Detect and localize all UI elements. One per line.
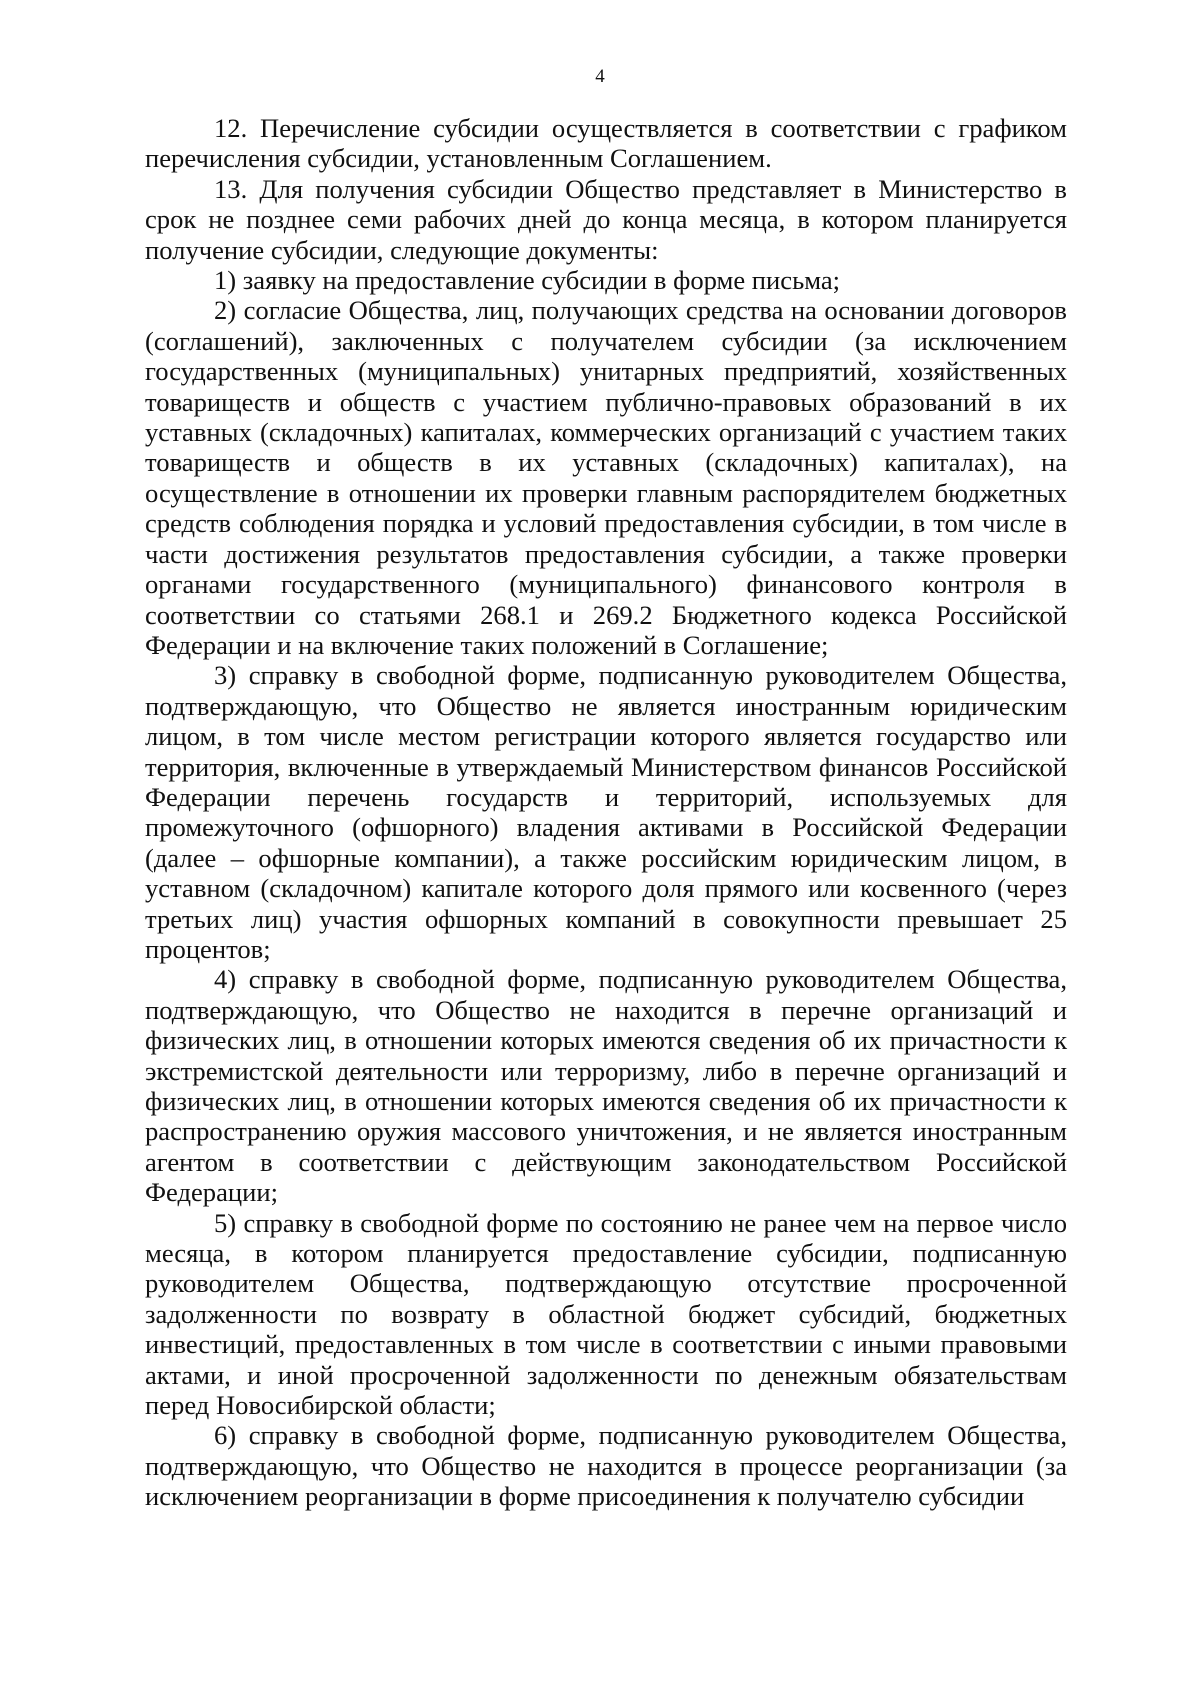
list-item-2: 2) согласие Общества, лиц, получающих средства на основании договоров (соглашений), заключенных с получателем субсидии (за исключением государственных (муниципальных) унитарных предприятий, хозяйственных товариществ и обществ с участием публично-правовых образований в их уставных (складочных) капиталах, коммерческих организаций с участием таких товариществ и обществ в их уставных (складочных) капиталах), на осуществление в отношении их проверки главным распорядителем бюджетных средств соблюдения порядка и условий предоставления субсидии, в том числе в части достижения результатов предоставления субсидии, а также проверки органами государственного (муниципального) финансового контроля в соответствии со статьями 268.1 и 269.2 Бюджетного кодекса Российской Федерации и на включение таких положений в Соглашение;: [145, 295, 1067, 660]
document-body: [145, 113, 1067, 1512]
page-number: 4: [595, 66, 605, 87]
list-item-6: 6) справку в свободной форме, подписанную руководителем Общества, подтверждающую, что Общество не находится в процессе реорганизации (за исключением реорганизации в форме присоединения к получателю субсидии: [145, 1420, 1067, 1512]
list-item-3: 3) справку в свободной форме, подписанную руководителем Общества, подтверждающую, что Общество не является иностранным юридическим лицом, в том числе местом регистрации которого является государство или территория, включенные в утверждаемый Министерством финансов Российской Федерации перечень государств и территорий, используемых для промежуточного (офшорного) владения активами в Российской Федерации (далее – офшорные компании), а также российским юридическим лицом, в уставном (складочном) капитале которого доля прямого или косвенного (через третьих лиц) участия офшорных компаний в совокупности превышает 25 процентов;: [145, 660, 1067, 964]
list-item-1: 1) заявку на предоставление субсидии в форме письма;: [214, 265, 841, 296]
paragraph-12: 12. Перечисление субсидии осуществляется в соответствии с графиком перечисления субсидии, установленным Соглашением.: [145, 113, 1067, 174]
paragraph-13: 13. Для получения субсидии Общество представляет в Министерство в срок не позднее семи рабочих дней до конца месяца, в котором планируется получение субсидии, следующие документы:: [145, 173, 1067, 265]
list-item-5: 5) справку в свободной форме по состоянию не ранее чем на первое число месяца, в котором планируется предоставление субсидии, подписанную руководителем Общества, подтверждающую отсутствие просроченной задолженности по возврату в областной бюджет субсидий, бюджетных инвестиций, предоставленных в том числе в соответствии с иными правовыми актами, и иной просроченной задолженности по денежным обязательствам перед Новосибирской области;: [145, 1207, 1067, 1421]
list-item-4: 4) справку в свободной форме, подписанную руководителем Общества, подтверждающую, что Общество не находится в перечне организаций и физических лиц, в отношении которых имеются сведения об их причастности к экстремистской деятельности или терроризму, либо в перечне организаций и физических лиц, в отношении которых имеются сведения об их причастности к распространению оружия массового уничтожения, и не является иностранным агентом в соответствии с действующим законодательством Российской Федерации;: [145, 964, 1067, 1208]
